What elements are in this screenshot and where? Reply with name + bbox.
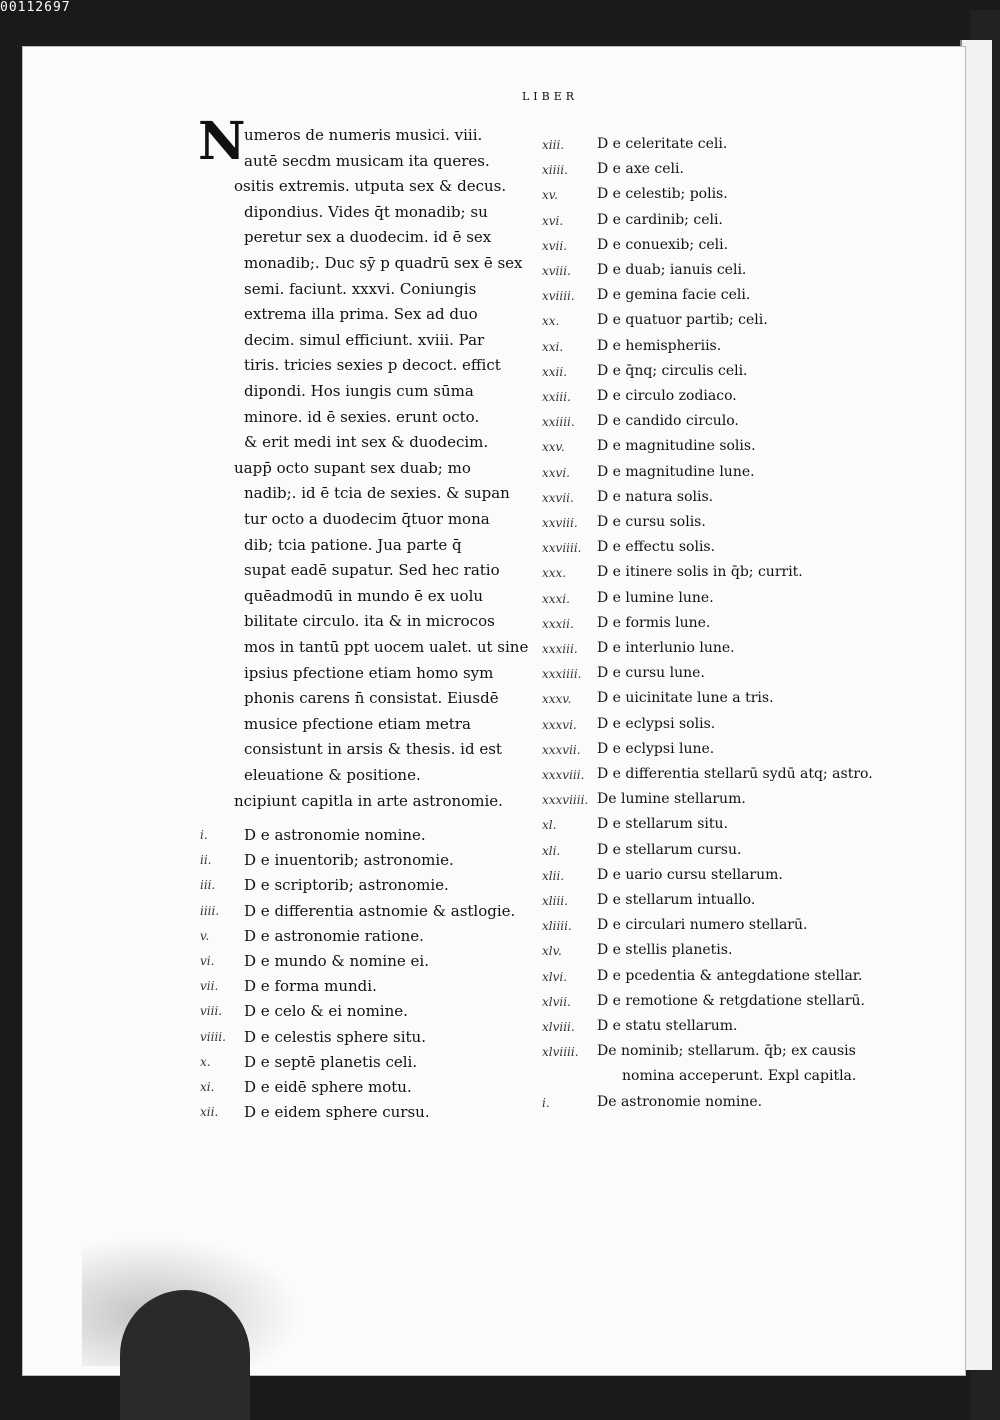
chapter-number: xv. [542,188,558,203]
chapter-title: D e remotione & retgdatione stellarū. [597,992,866,1009]
chapter-number: xxxiii. [542,642,578,656]
chapter-number: xx. [542,314,560,329]
chapter-title: D e septē planetis celi. [244,1052,418,1071]
chapter-number: xxii. [542,364,568,379]
text-line: ositis extremis. utputa sex & decus. [234,177,507,196]
chapter-title: D e pcedentia & antegdatione stellar. [597,967,863,984]
chapter-number: xlv. [542,944,562,959]
chapter-number: xli. [542,843,561,858]
chapter-title: De nominib; stellarum. q̄b; ex causis [597,1043,856,1060]
chapter-title: D e differentia astnomie & astlogie. [244,901,516,920]
chapter-title: D e astronomie nomine. [244,826,426,844]
chapter-number: xlviii. [542,1020,575,1034]
chapter-title: D e hemispheriis. [597,337,722,354]
text-line: extrema illa prima. Sex ad duo [244,305,478,324]
chapter-number: xliii. [542,894,568,908]
text-line: ipsius pfectione etiam homo sym [244,663,494,682]
chapter-number: xlvi. [542,969,568,984]
chapter-number: xxviii. [542,516,578,530]
chapter-number: xxiii. [542,390,571,404]
chapter-number: x. [200,1054,211,1069]
chapter-title: D e conuexib; celi. [597,236,729,253]
chapter-number: xxviiii. [542,541,582,556]
chapter-title: D e itinere solis in q̄b; currit. [597,564,803,581]
chapter-number: xlvii. [542,994,571,1009]
text-line: dib; tcia patione. Jua parte q̄ [244,535,462,554]
text-line: quēadmodū in mundo ē ex uolu [244,586,484,605]
text-line: nadib;. id ē tcia de sexies. & supan [244,484,510,503]
text-line: peretur sex a duodecim. id ē sex [244,228,492,247]
text-line: autē secdm musicam ita queres. [244,151,490,170]
text-line: ncipiunt capitla in arte astronomie. [234,791,503,810]
chapter-number: i. [542,1095,550,1110]
chapter-number: xxxviiii. [542,793,589,808]
holding-thumb [120,1290,250,1420]
chapter-number: xiii. [542,138,565,152]
chapter-number: viii. [200,1004,223,1019]
chapter-title: D e stellis planetis. [597,942,733,959]
chapter-number: xvii. [542,238,568,253]
chapter-number: xxxiiii. [542,667,582,682]
chapter-title: D e eidem sphere cursu. [244,1103,430,1122]
text-line: tur octo a duodecim q̄tuor mona [244,510,490,528]
scan-identifier: 00112697 [0,0,71,15]
chapter-title: D e circulari numero stellarū. [597,917,808,934]
chapter-title: nomina acceperunt. Expl capitla. [622,1068,857,1085]
chapter-number: xi. [200,1080,215,1094]
chapter-title: D e statu stellarum. [597,1018,738,1034]
text-line: monadib;. Duc sȳ p quadrū sex ē sex [244,254,523,272]
text-line: & erit medi int sex & duodecim. [244,433,489,452]
chapter-title: D e uicinitate lune a tris. [597,690,774,707]
chapter-title: D e natura solis. [597,488,714,505]
chapter-title: D e cursu solis. [597,514,706,530]
chapter-number: viiii. [200,1029,226,1044]
chapter-title: D e scriptorib; astronomie. [244,876,449,895]
text-line: consistunt in arsis & thesis. id est [244,740,502,759]
chapter-title: D e cursu lune. [597,665,705,682]
text-line: minore. id ē sexies. erunt octo. [244,407,480,426]
chapter-title: D e q̄nq; circulis celi. [597,362,748,379]
chapter-number: xxxvi. [542,717,577,732]
chapter-number: xxiiii. [542,415,575,430]
chapter-number: iii. [200,878,216,893]
chapter-title: D e effectu solis. [597,539,716,556]
text-line: uapp̄ octo supant sex duab; mo [234,458,471,477]
chapter-title: D e magnitudine solis. [597,438,756,455]
chapter-number: xii. [200,1105,219,1120]
chapter-number: xlii. [542,868,565,883]
chapter-title: D e candido circulo. [597,413,739,430]
chapter-title: D e celo & ei nomine. [244,1002,408,1021]
chapter-title: D e gemina facie celi. [597,287,751,304]
running-header: liber [522,86,579,104]
chapter-number: xxvi. [542,465,570,480]
chapter-title: D e celestib; polis. [597,186,728,203]
text-line: musice pfectione etiam metra [244,714,471,733]
text-line: dipondi. Hos iungis cum sūma [244,382,474,400]
chapter-title: D e mundo & nomine ei. [244,952,429,970]
text-line: mos in tantū ppt uocem ualet. ut sine [244,638,529,656]
chapter-number: xxx. [542,566,567,581]
chapter-number: i. [200,828,208,842]
chapter-number: xl. [542,818,557,833]
chapter-title: D e stellarum cursu. [597,841,742,858]
chapter-number: xxxv. [542,692,572,707]
chapter-title: De astronomie nomine. [597,1093,763,1110]
chapter-title: D e astronomie ratione. [244,926,424,945]
chapter-title: D e eclypsi lune. [597,740,715,757]
text-line: phonis carens n̄ consistat. Eiusdē [244,689,499,708]
chapter-title: D e quatuor partib; celi. [597,312,768,329]
chapter-title: D e magnitudine lune. [597,463,755,480]
chapter-number: ii. [200,853,212,868]
chapter-number: xxi. [542,339,564,354]
chapter-number: vi. [200,954,215,968]
chapter-number: iiii. [200,903,220,918]
chapter-number: xxxvii. [542,742,581,757]
chapter-number: xviiii. [542,289,575,304]
chapter-title: D e celestis sphere situ. [244,1027,426,1046]
chapter-number: xlviiii. [542,1045,579,1060]
chapter-number: xxxii. [542,616,574,631]
text-line: umeros de numeris musici. viii. [244,126,483,144]
text-line: supat eadē supatur. Sed hec ratio [244,561,500,580]
chapter-title: De lumine stellarum. [597,791,746,808]
chapter-number: vii. [200,979,219,994]
chapter-number: v. [200,928,210,943]
chapter-title: D e eidē sphere motu. [244,1078,412,1096]
chapter-title: D e formis lune. [597,614,711,631]
text-line: semi. faciunt. xxxvi. Coniungis [244,279,477,298]
chapter-number: xxv. [542,440,565,455]
chapter-title: D e lumine lune. [597,589,714,606]
text-line: bilitate circulo. ita & in microcos [244,612,495,631]
chapter-title: D e cardinib; celi. [597,211,723,228]
chapter-title: D e eclypsi solis. [597,715,716,732]
chapter-title: D e forma mundi. [244,977,377,996]
manuscript-page [22,46,966,1376]
chapter-title: D e celeritate celi. [597,136,728,152]
chapter-title: D e duab; ianuis celi. [597,262,747,278]
chapter-title: D e interlunio lune. [597,640,735,656]
chapter-number: xvi. [542,213,564,228]
chapter-title: D e differentia stellarū sydū atq; astro. [597,766,873,782]
chapter-title: D e circulo zodiaco. [597,388,737,404]
chapter-number: xxxi. [542,591,570,606]
chapter-title: D e inuentorib; astronomie. [244,851,454,870]
chapter-title: D e stellarum situ. [597,816,728,833]
chapter-number: xviii. [542,264,571,278]
chapter-title: D e axe celi. [597,161,684,178]
decorated-initial: N [198,111,246,172]
text-line: decim. simul efficiunt. xviii. Par [244,330,485,349]
text-line: dipondius. Vides q̄t monadib; su [244,202,488,221]
chapter-number: xliiii. [542,919,572,934]
chapter-number: xiiii. [542,163,568,178]
chapter-title: D e uario cursu stellarum. [597,866,783,883]
chapter-number: xxvii. [542,490,574,505]
text-line: eleuatione & positione. [244,766,421,784]
text-line: tiris. tricies sexies p decoct. effict [244,356,501,375]
chapter-number: xxxviii. [542,768,585,782]
chapter-title: D e stellarum intuallo. [597,892,756,908]
